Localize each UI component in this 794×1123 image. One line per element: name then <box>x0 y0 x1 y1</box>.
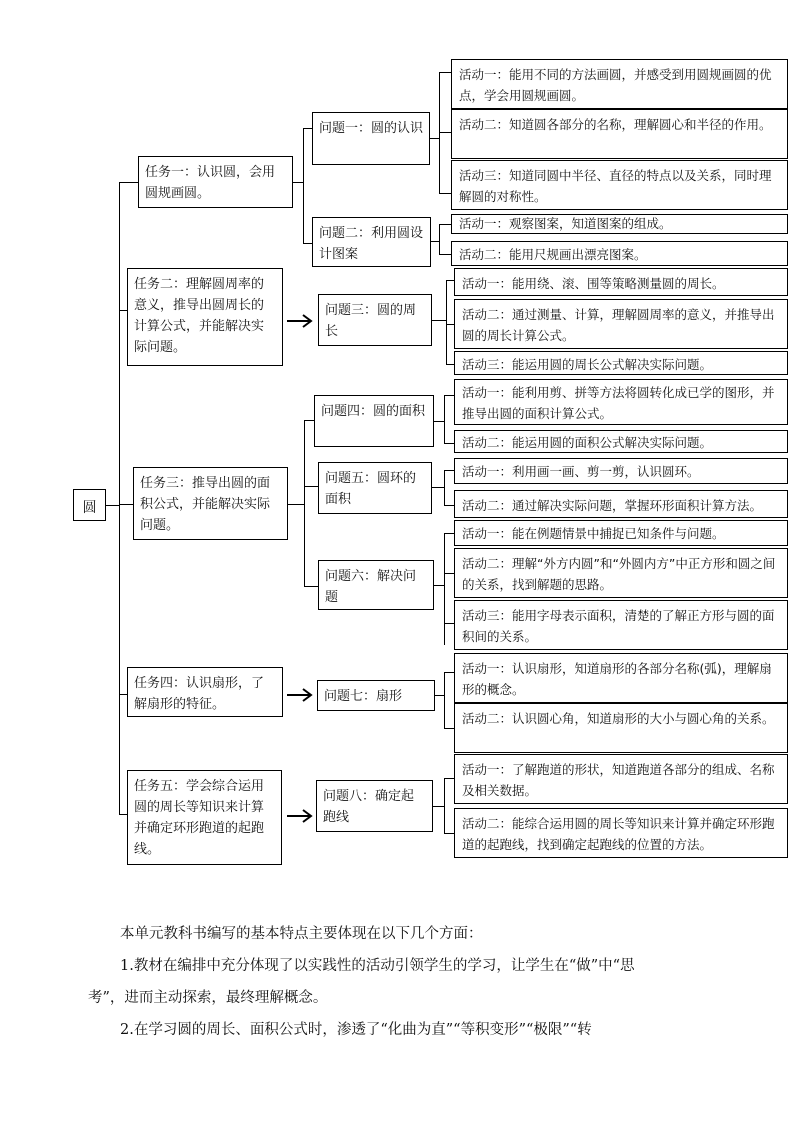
activity-q5-1: 活动一：利用画一画、剪一剪，认识圆环。 <box>454 458 788 484</box>
question-6: 问题六：解决问题 <box>318 560 434 610</box>
activity-q1-1: 活动一：能用不同的方法画圆，并感受到用圆规画圆的优点，学会用圆规画圆。 <box>451 59 788 109</box>
connector <box>439 224 440 254</box>
connector <box>430 138 439 139</box>
paragraph-point-1-cont: 考”，进而主动探索，最终理解概念。 <box>88 990 328 1006</box>
task-5: 任务五：学会综合运用圆的周长等知识来计算并确定环形跑道的起跑线。 <box>127 770 282 865</box>
paragraph-point-2: 2.在学习圆的周长、面积公式时，渗透了“化曲为直”“等积变形”“极限”“转 <box>120 1022 592 1038</box>
connector <box>439 193 451 194</box>
connector <box>444 728 454 729</box>
activity-q1-3: 活动三：知道同圆中半径、直径的特点以及关系，同时理解圆的对称性。 <box>451 160 788 210</box>
connector <box>439 72 451 73</box>
connector <box>446 324 454 325</box>
connector <box>444 833 454 834</box>
task-1: 任务一：认识圆，会用圆规画圆。 <box>138 156 293 208</box>
connector <box>444 778 454 779</box>
question-8: 问题八：确定起跑线 <box>316 780 433 832</box>
connector <box>446 280 454 281</box>
connector <box>444 672 445 728</box>
connector <box>432 487 444 488</box>
paragraph-intro: 本单元教科书编写的基本特点主要体现在以下几个方面： <box>120 926 483 942</box>
connector <box>444 672 454 673</box>
connector <box>435 695 444 696</box>
activity-q5-2: 活动二：通过解决实际问题，掌握环形面积计算方法。 <box>454 490 788 518</box>
activity-q6-3: 活动三：能用字母表示面积，清楚的了解正方形与圆的面积间的关系。 <box>454 600 788 650</box>
root-node: 圆 <box>73 489 106 521</box>
connector <box>434 585 444 586</box>
activity-q3-1: 活动一：能用绕、滚、围等策略测量圆的周长。 <box>454 268 788 296</box>
activity-q4-1: 活动一：能利用剪、拼等方法将圆转化成已学的图形，并推导出圆的面积计算公式。 <box>454 379 788 425</box>
activity-q4-2: 活动二：能运用圆的面积公式解决实际问题。 <box>454 430 788 453</box>
question-7: 问题七：扇形 <box>317 680 435 711</box>
connector <box>434 421 444 422</box>
connector <box>439 224 451 225</box>
activity-q6-2: 活动二：理解“外方内圆”和“外圆内方”中正方形和圆之间的关系，找到解题的思路。 <box>454 548 788 598</box>
task-4: 任务四：认识扇形，了解扇形的特征。 <box>127 667 283 717</box>
connector <box>444 443 454 444</box>
connector <box>444 505 454 506</box>
connector <box>444 533 454 534</box>
paragraph-point-1: 1.教材在编排中充分体现了以实践性的活动引领学生的学习，让学生在“做”中“思 <box>120 958 635 974</box>
connector <box>444 395 445 443</box>
activity-q2-2: 活动二：能用尺规画出漂亮图案。 <box>451 241 788 266</box>
connector <box>444 623 454 624</box>
activity-q3-3: 活动三：能运用圆的周长公式解决实际问题。 <box>454 351 788 375</box>
task-3: 任务三：推导出圆的面积公式，并能解决实际问题。 <box>133 467 288 540</box>
activity-q7-2: 活动二：认识圆心角，知道扇形的大小与圆心角的关系。 <box>454 703 788 753</box>
connector <box>444 778 445 833</box>
connector <box>446 280 447 364</box>
connector <box>446 364 454 365</box>
question-4: 问题四：圆的面积 <box>314 395 434 447</box>
question-3: 问题三：圆的周长 <box>318 294 432 346</box>
connector <box>444 395 454 396</box>
connector <box>431 241 439 242</box>
connector <box>439 254 451 255</box>
question-5: 问题五：圆环的面积 <box>318 462 432 514</box>
activity-q1-2: 活动二：知道圆各部分的名称，理解圆心和半径的作用。 <box>451 109 788 159</box>
activity-q8-2: 活动二：能综合运用圆的周长等知识来计算并确定环形跑道的起跑线，找到确定起跑线的位置的方法。 <box>454 808 788 858</box>
connector <box>444 533 445 645</box>
activity-q2-1: 活动一：观察图案，知道图案的组成。 <box>451 214 788 234</box>
connector <box>433 806 444 807</box>
connector <box>444 470 445 505</box>
activity-q3-2: 活动二：通过测量、计算，理解圆周率的意义，并推导出圆的周长计算公式。 <box>454 299 788 349</box>
activity-q6-1: 活动一：能在例题情景中捕捉已知条件与问题。 <box>454 520 788 546</box>
connector <box>444 470 454 471</box>
task-2: 任务二：理解圆周率的意义，推导出圆周长的计算公式，并能解决实际问题。 <box>127 268 283 366</box>
body-text <box>88 918 708 1046</box>
connector <box>439 132 451 133</box>
question-2: 问题二：利用圆设计图案 <box>312 217 431 267</box>
connector <box>432 320 446 321</box>
activity-q7-1: 活动一：认识扇形，知道扇形的各部分名称(弧)，理解扇形的概念。 <box>454 653 788 703</box>
activity-q8-1: 活动一：了解跑道的形状，知道跑道各部分的组成、名称及相关数据。 <box>454 754 788 804</box>
question-1: 问题一：圆的认识 <box>312 112 430 165</box>
connector <box>444 573 454 574</box>
